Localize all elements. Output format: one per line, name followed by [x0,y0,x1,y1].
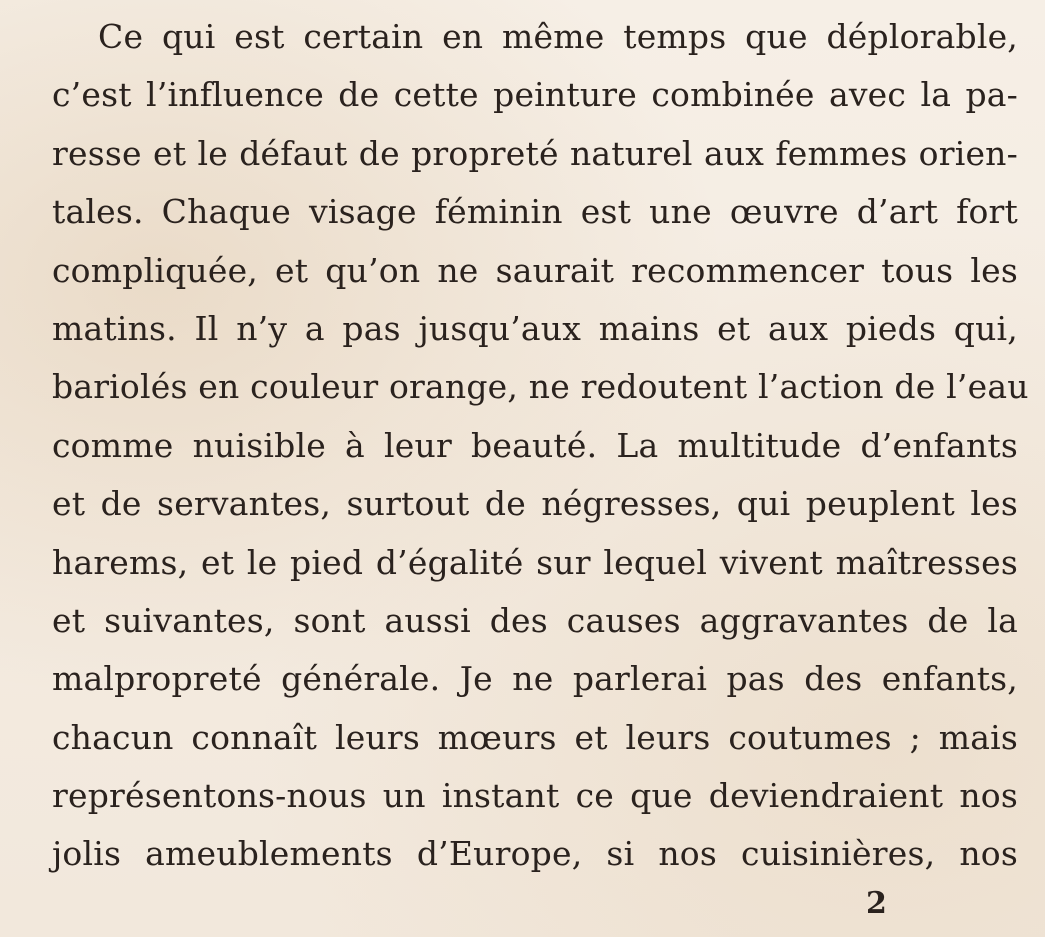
body-paragraph [52,8,1029,884]
text-line: malpropreté générale. Je ne parlerai pas des enfants, [52,659,1018,699]
text-line: jolis ameublements d’Europe, si nos cuisinières, nos [52,834,1018,874]
text-line: c’est l’influence de cette peinture combinée avec la pa- [52,75,1018,115]
text-line: harems, et le pied d’égalité sur lequel vivent maîtresses [52,542,1018,582]
text-line: bariolés en couleur orange, ne redoutent l’action de l’eau [52,367,1029,407]
text-line: et suivantes, sont aussi des causes aggravantes de la [52,600,1018,640]
text-line: représentons-nous un instant ce que deviendraient nos [52,776,1018,816]
text-line: tales. Chaque visage féminin est une œuvre d’art fort [52,192,1018,232]
text-line: compliquée, et qu’on ne saurait recommencer tous les [52,250,1018,290]
text-line: chacun connaît leurs mœurs et leurs coutumes ; mais [52,717,1018,757]
text-line: et de servantes, surtout de négresses, qui peuplent les [52,484,1018,524]
text-line: matins. Il n’y a pas jusqu’aux mains et aux pieds qui, [52,308,1018,348]
text-line: resse et le défaut de propreté naturel aux femmes orien- [52,133,1018,173]
page-number: 2 [866,886,887,921]
text-line: Ce qui est certain en même temps que déplorable, [98,17,1018,56]
text-line: comme nuisible à leur beauté. La multitude d’enfants [52,425,1018,465]
